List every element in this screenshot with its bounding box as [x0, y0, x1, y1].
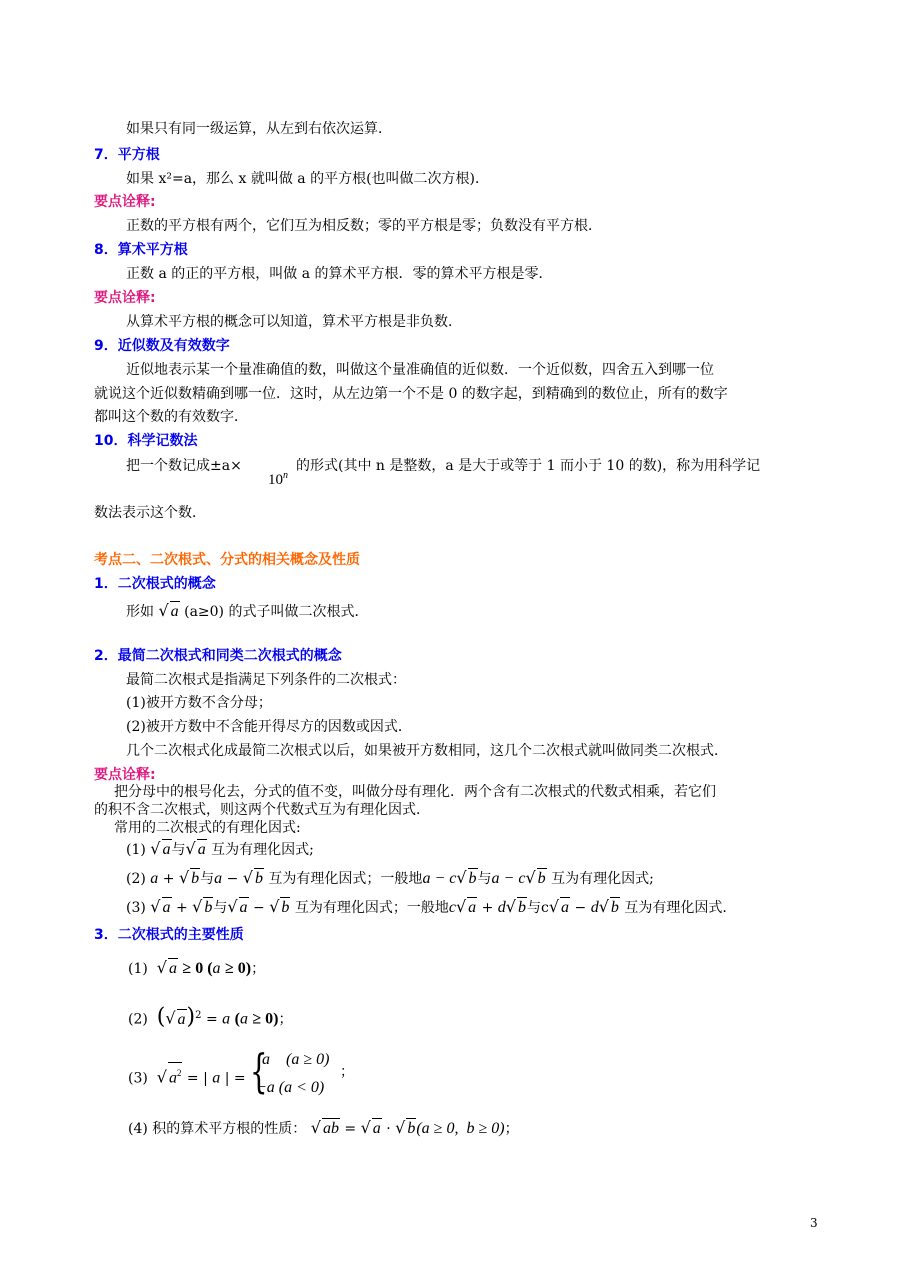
heading-square-root: 7．平方根: [94, 147, 160, 163]
radical-sign: √: [156, 1067, 167, 1087]
text-segment: 互为有理化因式;: [551, 871, 654, 887]
radicand: b: [468, 870, 477, 887]
math-expr: a − c: [422, 870, 457, 887]
text-segment: 把一个数记成±a×: [126, 458, 242, 474]
math-expr: ≥ 0 (: [182, 960, 213, 977]
text-segment: 与: [200, 871, 215, 887]
radical-sign: √: [150, 839, 161, 858]
power-base: 10: [268, 472, 283, 488]
radicand: b: [610, 899, 619, 916]
property-4: (4) 积的算术平方根的性质： √ ab = √ a · √ b(a ≥ 0, b ≥ 0)；: [128, 1118, 519, 1137]
radicand: b: [254, 870, 263, 887]
heading-radical-properties: 3．二次根式的主要性质: [94, 927, 244, 943]
math-expr: a: [150, 870, 159, 887]
text-segment: (4) 积的算术平方根的性质：: [128, 1121, 307, 1137]
text-line: 就说这个近似数精确到哪一位．这时，从左边第一个不是 0 的数字起，到精确到的数位止，所有的数字: [94, 386, 728, 402]
text-line: 都叫这个数的有效数字．: [94, 409, 248, 425]
text-line: 正数的平方根有两个，它们互为相反数；零的平方根是零；负数没有平方根．: [126, 218, 602, 234]
heading-arithmetic-root: 8．算术平方根: [94, 242, 188, 258]
heading-approximate: 9．近似数及有效数字: [94, 338, 230, 354]
math-expr: c: [448, 899, 456, 916]
page-number: 3: [810, 1216, 818, 1230]
radicand: a: [468, 899, 477, 916]
text-segment: 互为有理化因式;: [211, 842, 314, 858]
radical-sign: √: [242, 868, 253, 887]
heading-simplest-radical: 2．最简二次根式和同类二次根式的概念: [94, 648, 342, 664]
radicand: a: [561, 899, 570, 916]
radical-sign: √: [395, 1118, 406, 1137]
text-line: [126, 601, 368, 622]
key-note-label: 要点诠释:: [94, 194, 156, 210]
case-2: [256, 1078, 324, 1098]
text-segment: 与: [171, 842, 186, 858]
math-expr: (: [234, 1010, 240, 1028]
item-number: (2): [128, 1011, 148, 1028]
text-segment: ；: [504, 1121, 519, 1137]
text-segment: ；: [278, 1011, 293, 1028]
radical-sign: √: [456, 868, 467, 887]
text-segment: 形如: [126, 604, 154, 620]
radicand: a: [177, 1010, 186, 1028]
text-line: 的形式(其中 n 是整数，a 是大于或等于 1 而小于 10 的数)，称为用科学记: [296, 458, 761, 474]
radicand: b: [518, 899, 526, 916]
item-number: (3): [126, 900, 146, 916]
rationalizing-item-1: [126, 839, 314, 860]
text-line: (2)被开方数中不含能开得尽方的因数或因式．: [126, 719, 412, 735]
math-expr: a − c: [491, 870, 526, 887]
radical-sign: √: [455, 897, 467, 916]
radical-sign: √: [178, 868, 190, 887]
math-expr: a: [239, 1010, 248, 1028]
math-expr: d: [590, 899, 599, 916]
case-1: [262, 1050, 329, 1070]
item-number: (1): [126, 842, 146, 858]
math-expr: a (a ≥ 0): [262, 1051, 330, 1068]
key-note-label: 要点诠释:: [94, 290, 156, 306]
radical-sign: √: [156, 958, 167, 977]
radical-sign: √: [360, 1118, 371, 1137]
text-segment: (a≥0) 的式子叫做二次根式．: [184, 604, 369, 620]
math-expr: d: [497, 899, 506, 916]
radical-sign: √: [150, 897, 161, 916]
radicand: $a^2$: [168, 1062, 183, 1088]
text-line: 正数 a 的正的平方根，叫做 a 的算术平方根．零的算术平方根是零．: [126, 266, 553, 282]
heading-scientific: 10．科学记数法: [94, 433, 198, 449]
item-number: (3): [128, 1070, 148, 1087]
text-line: 把分母中的根号化去，分式的值不变，叫做分母有理化．两个含有二次根式的代数式相乘，若它们: [114, 784, 716, 800]
text-line: 如果 x²=a，那么 x 就叫做 a 的平方根(也叫做二次方根)．: [126, 171, 490, 187]
radicand: a: [372, 1120, 381, 1137]
text-segment: 互为有理化因式.: [624, 900, 727, 916]
math-expr: a: [212, 960, 221, 977]
radical-sign: √: [505, 897, 516, 916]
radicand: a: [168, 960, 177, 977]
power-exp: n: [283, 470, 288, 481]
math-expr: a: [214, 870, 223, 887]
radicand: b: [204, 899, 213, 916]
text-line: 近似地表示某一个量准确值的数，叫做这个量准确值的近似数．一个近似数，四舍五入到哪一位: [126, 362, 714, 378]
text-line: 几个二次根式化成最简二次根式以后，如果被开方数相同，这几个二次根式就叫做同类二次根式．: [126, 743, 728, 759]
property-2: (2) (√ a)$^2$ = a (a ≥ 0)；: [128, 1004, 293, 1030]
radical-sign: √: [525, 868, 536, 887]
math-expr: ≥ 0): [224, 960, 252, 977]
radical-sign: √: [158, 601, 169, 620]
radicand: a: [239, 899, 248, 916]
math-expr: a: [222, 1010, 231, 1028]
text-line: 从算术平方根的概念可以知道，算术平方根是非负数．: [126, 314, 462, 330]
text-segment: 互为有理化因式；一般地: [294, 900, 449, 916]
text-line: (1)被开方数不含分母；: [126, 695, 272, 711]
exponent: 2: [195, 1010, 202, 1021]
text-segment: 与: [477, 871, 492, 887]
key-note-label: 要点诠释:: [94, 767, 156, 783]
radical-sign: √: [548, 897, 560, 916]
radicand: a: [162, 899, 171, 916]
semicolon: ；: [340, 1064, 354, 1080]
text-line: [126, 456, 242, 476]
item-number: (2): [126, 871, 146, 887]
text-line: 数法表示这个数．: [94, 505, 206, 521]
radical-sign: √: [227, 897, 238, 916]
radicand: a: [162, 841, 171, 858]
radical-sign: √: [269, 897, 280, 916]
radicand: b: [281, 899, 290, 916]
brace: {: [250, 1044, 268, 1098]
radicand: ab: [322, 1120, 339, 1137]
text-segment: 互为有理化因式；一般地: [268, 871, 423, 887]
paren: ): [186, 1004, 196, 1030]
math-expr: a: [212, 1069, 221, 1087]
radicand: b: [537, 870, 546, 887]
text-line: 如果只有同一级运算，从左到右依次运算．: [126, 121, 392, 137]
radical-sign: √: [185, 839, 196, 858]
property-1: [128, 958, 265, 979]
math-expr: (a ≥ 0, b ≥ 0): [416, 1120, 505, 1137]
math-expr: ≥ 0): [252, 1010, 279, 1028]
paren: (: [156, 1004, 166, 1030]
rationalizing-item-2: (2) a + √ b与a − √ b 互为有理化因式；一般地a − c√ b与a − c√ b 互为有理化因式;: [126, 868, 654, 887]
text-segment: 与: [527, 900, 541, 916]
item-number: (1): [128, 961, 148, 977]
radicand: a: [197, 841, 206, 858]
rationalizing-item-3: (3) √ a + √ b与√ a − √ b 互为有理化因式；一般地c√ a + d√ b与c√ a − d√ b 互为有理化因式.: [126, 897, 727, 916]
section-heading: 考点二、二次根式、分式的相关概念及性质: [94, 552, 360, 568]
radicand: b: [191, 870, 200, 887]
radical-sign: √: [165, 1008, 176, 1028]
radical-sign: √: [192, 897, 203, 916]
heading-radical-concept: 1．二次根式的概念: [94, 576, 216, 592]
text-line: 最简二次根式是指满足下列条件的二次根式：: [126, 672, 406, 688]
radical-sign: √: [598, 897, 609, 916]
text-line: 常用的二次根式的有理化因式:: [114, 820, 301, 836]
text-line: 的积不含二次根式，则这两个代数式互为有理化因式．: [94, 802, 430, 818]
radicand: b: [407, 1120, 416, 1137]
math-power: [268, 466, 288, 490]
property-3: (3) √ $a^2$ = | a | =: [128, 1062, 246, 1088]
text-segment: 与: [213, 900, 228, 916]
text-segment: ；: [251, 961, 266, 977]
math-expr: −a (a < 0): [256, 1079, 325, 1096]
radicand: a: [170, 603, 179, 620]
radical-sign: √: [310, 1118, 321, 1137]
